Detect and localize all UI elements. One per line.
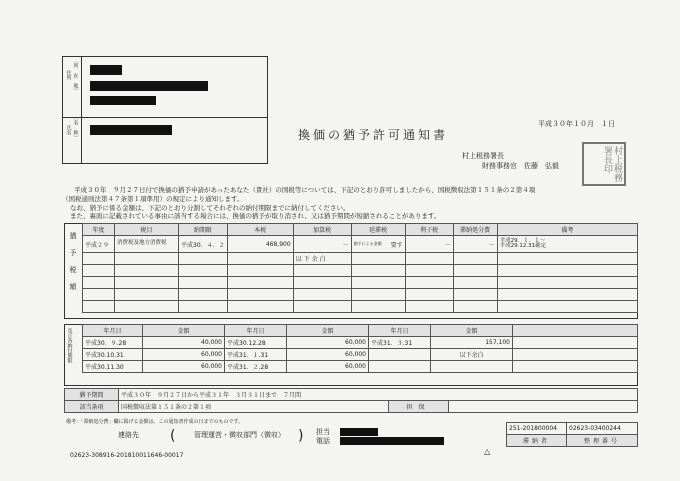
footer-remark: 備考：「滞納処分費」欄に掲げる金額は、この通知書作成の日までのものです。 (66, 419, 244, 425)
paren-close: ) (298, 428, 304, 444)
inst-amount: 157,100 (431, 337, 513, 349)
document-code: 02623-308916-201810011646-00017 (70, 452, 184, 459)
delay-value: 要す (390, 241, 403, 249)
inst-date: 平成30.12.28 (225, 337, 287, 349)
id-right: 02623-03400244 (567, 423, 638, 435)
installment-row (83, 361, 638, 373)
delay-sublabel: 猶予による金額 (353, 240, 382, 246)
ih-amount-3: 金額 (431, 325, 513, 337)
ih-date-2: 年月日 (225, 325, 287, 337)
redacted-person (340, 428, 378, 436)
document-title: 換価の猶予許可通知書 (298, 128, 449, 142)
triangle-mark: △ (484, 447, 491, 456)
inst-amount: 60,000 (287, 361, 369, 373)
cell-note (497, 236, 637, 253)
body-line-3: なお、猶予に係る金額は、下記のとおり分割してそれぞれの納付期限までに納付してください。 (70, 204, 350, 212)
contact-department: 管理運営・徴収部門（徴収） (194, 431, 285, 439)
cell-due: 平成30．４．２ (179, 236, 228, 253)
tax-header-row (83, 224, 638, 236)
name-prefix: 氏名 (65, 125, 72, 135)
inst-date: 平成31．３.31 (369, 337, 431, 349)
period-label: 猶予期間 (65, 389, 119, 401)
period-row (65, 389, 638, 401)
tax-ika: 以下余白 (293, 253, 351, 265)
inst-amount: 60,000 (287, 349, 369, 361)
redacted-name (90, 125, 172, 135)
ih-blank (513, 325, 638, 337)
inst-amount: 60,000 (143, 361, 225, 373)
id-label-row (507, 435, 638, 447)
tax-empty-row-2 (83, 265, 638, 277)
inst-date: 平成31．２.28 (225, 361, 287, 373)
period-table (64, 388, 638, 413)
th-principal: 本税 (227, 224, 293, 236)
inst-date: 平成30.11.30 (83, 361, 143, 373)
address-label: 〔所 在 地〕 (72, 58, 79, 93)
installment-side-label: 及び各納付期限 (66, 328, 73, 363)
tax-empty-row-5 (83, 301, 638, 313)
installment-row (83, 337, 638, 349)
id-row (507, 423, 638, 435)
tax-empty-row-1 (83, 253, 638, 265)
th-item: 税目 (115, 224, 179, 236)
th-delay: 延滞税 (351, 224, 405, 236)
taxpayer-label: 滞納者 (507, 435, 567, 447)
cell-delay (351, 236, 405, 253)
cell-principal: 468,900 (227, 236, 293, 253)
installment-header-row (83, 325, 638, 337)
person-label: 担当 (316, 428, 330, 436)
id-box (506, 422, 638, 447)
inst-date: 平成30．９.28 (83, 337, 143, 349)
redacted-phone (340, 437, 444, 445)
name-label: 〔名 称〕 (72, 115, 79, 140)
th-note: 備考 (497, 224, 637, 236)
body-line-4: また、裏面に記載されている事由に該当する場合には、換価の猶予が取り消され、又は猶予期間が短縮されることがあります。 (70, 212, 441, 220)
note-line-1: 平成29．１．１～ (499, 237, 546, 244)
article-value: 国税徴収法第１５１条の２第１項 (119, 401, 389, 413)
tax-empty-row-4 (83, 289, 638, 301)
ih-amount-2: 金額 (287, 325, 369, 337)
ih-date-1: 年月日 (83, 325, 143, 337)
phone-label: 電話 (316, 437, 330, 445)
cell-year: 平成２９ (83, 236, 115, 253)
body-line-1: 平成３０年 ９月２７日付で換価の猶予申請があったあなた（貴社）の国税等については、下記のとおり許可しましたから、国税徴収法第１５１条の２第４項 (74, 186, 536, 194)
tax-empty-row-3 (83, 277, 638, 289)
paren-open: ( (170, 428, 176, 444)
tax-table (82, 223, 638, 313)
th-due: 納期限 (179, 224, 228, 236)
inst-amount: 40,000 (143, 337, 225, 349)
contact-label: 連絡先 (118, 431, 139, 439)
installment-row (83, 349, 638, 361)
th-interest: 利子税 (405, 224, 453, 236)
address-prefix: 住所 (65, 70, 72, 80)
label-column-divider (81, 57, 82, 163)
issuing-office: 村上税務署長 (462, 152, 504, 160)
id-left: 251-201800004 (507, 423, 567, 435)
redacted-address-1 (90, 81, 208, 91)
redacted-address-2 (90, 96, 156, 105)
note-line-2: 平成29.12.31確定 (499, 243, 547, 249)
cell-item: 消費税及地方消費税 (115, 236, 179, 253)
inst-date: 平成30.10.31 (83, 349, 143, 361)
period-value: 平成３０年 ９月２７日から平成３１年 ３月３１日まで ７月間 (119, 389, 638, 401)
ih-amount-1: 金額 (143, 325, 225, 337)
redacted-postal (90, 65, 122, 75)
number-label: 整理番号 (567, 435, 638, 447)
installment-table (82, 324, 638, 373)
collateral-label: 担保 (389, 401, 449, 413)
th-additional: 加算税 (293, 224, 351, 236)
cell-interest: － (405, 236, 453, 253)
installment-ika: 以下余白 (431, 349, 513, 361)
addressee-divider (63, 117, 267, 118)
tax-section-label: 猶予税額 (69, 232, 77, 300)
issuing-officer: 財務事務官 佐藤 弘毅 (482, 162, 559, 170)
ih-date-3: 年月日 (369, 325, 431, 337)
th-disposal: 滞納処分費 (453, 224, 497, 236)
article-label: 該当条項 (65, 401, 119, 413)
inst-amount: 60,000 (143, 349, 225, 361)
inst-date: 平成31．１.31 (225, 349, 287, 361)
tax-data-row (83, 236, 638, 253)
body-line-2: （国税通則法第４７条第１項準用）の規定により通知します。 (62, 195, 244, 203)
collateral-value (449, 401, 638, 413)
article-row (65, 401, 638, 413)
cell-disposal: － (453, 236, 497, 253)
office-seal: 村上税務署長印 (582, 142, 626, 186)
document-date: 平成３０年１０月 １日 (538, 120, 615, 128)
th-year: 年度 (83, 224, 115, 236)
inst-amount: 60,000 (287, 337, 369, 349)
cell-additional: － (293, 236, 351, 253)
